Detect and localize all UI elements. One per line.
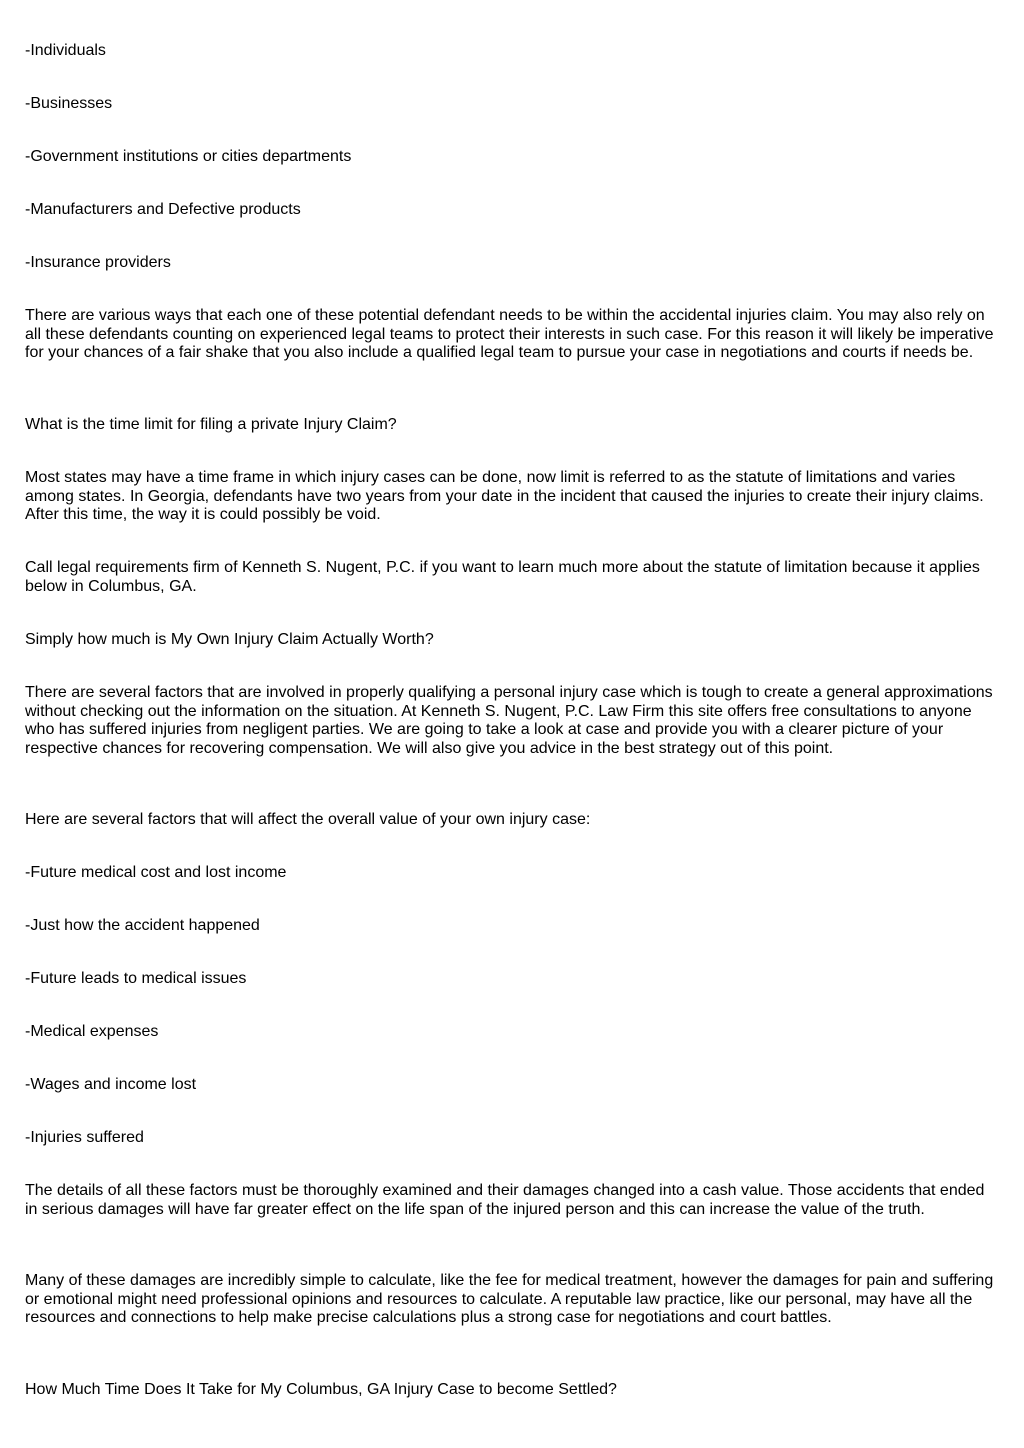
paragraph-claim-worth: There are several factors that are involved in properly qualifying a personal injury case which is tough to create a general approximations without checking out the information on the situation. At Kenneth S. Nugent, P.C. Law Firm this site offers free consultations to anyone who has suffered injuries from negligent parties. We are going to take a look at case and provide you with a clearer picture of your respective chances for recovering compensation. We will also give you advice in the best strategy out of this point.	[25, 684, 993, 758]
question-time-limit: What is the time limit for filing a private Injury Claim?	[25, 416, 397, 433]
factor-item-wages-lost: -Wages and income lost	[25, 1076, 197, 1093]
factor-item-medical-expenses: -Medical expenses	[25, 1023, 159, 1040]
paragraph-damages: Many of these damages are incredibly simple to calculate, like the fee for medical treatment, however the damages for pain and suffering or emotional might need professional opinions and resources to calculate. A reputable law practice, like our personal, may have all the resources and connections to help make precise calculations plus a strong case for negotiations and court battles.	[25, 1272, 994, 1327]
factor-item-injuries-suffered: -Injuries suffered	[25, 1129, 144, 1146]
defendant-item-businesses: -Businesses	[25, 95, 113, 112]
factor-item-future-medical-cost: -Future medical cost and lost income	[25, 864, 287, 881]
factor-item-accident-happened: -Just how the accident happened	[25, 917, 260, 934]
defendant-item-government: -Government institutions or cities departments	[25, 148, 352, 165]
paragraph-details: The details of all these factors must be thoroughly examined and their damages changed into a cash value. Those accidents that ended in serious damages will have far greater effect on the life span of the injured person and this can increase the value of the truth.	[25, 1182, 985, 1218]
defendant-item-manufacturers: -Manufacturers and Defective products	[25, 201, 301, 218]
paragraph-call-firm: Call legal requirements firm of Kenneth S. Nugent, P.C. if you want to learn much more about the statute of limitation because it applies below in Columbus, GA.	[25, 559, 980, 595]
question-claim-worth: Simply how much is My Own Injury Claim Actually Worth?	[25, 631, 434, 648]
paragraph-defendants: There are various ways that each one of these potential defendant needs to be within the accidental injuries claim. You may also rely on all these defendants counting on experienced legal teams to protect their interests in such case. For this reason it will likely be imperative for your chances of a fair shake that you also include a qualified legal team to pursue your case in negotiations and courts if needs be.	[25, 307, 994, 362]
defendant-item-insurance: -Insurance providers	[25, 254, 171, 271]
defendant-item-individuals: -Individuals	[25, 42, 106, 59]
factors-intro: Here are several factors that will affect the overall value of your own injury case:	[25, 811, 591, 828]
factor-item-future-medical-issues: -Future leads to medical issues	[25, 970, 247, 987]
question-settlement-time: How Much Time Does It Take for My Columbus, GA Injury Case to become Settled?	[25, 1381, 617, 1398]
paragraph-time-limit: Most states may have a time frame in which injury cases can be done, now limit is referred to as the statute of limitations and varies among states. In Georgia, defendants have two years from your date in the incident that caused the injuries to create their injury claims. After this time, the way it is could possibly be void.	[25, 469, 984, 524]
